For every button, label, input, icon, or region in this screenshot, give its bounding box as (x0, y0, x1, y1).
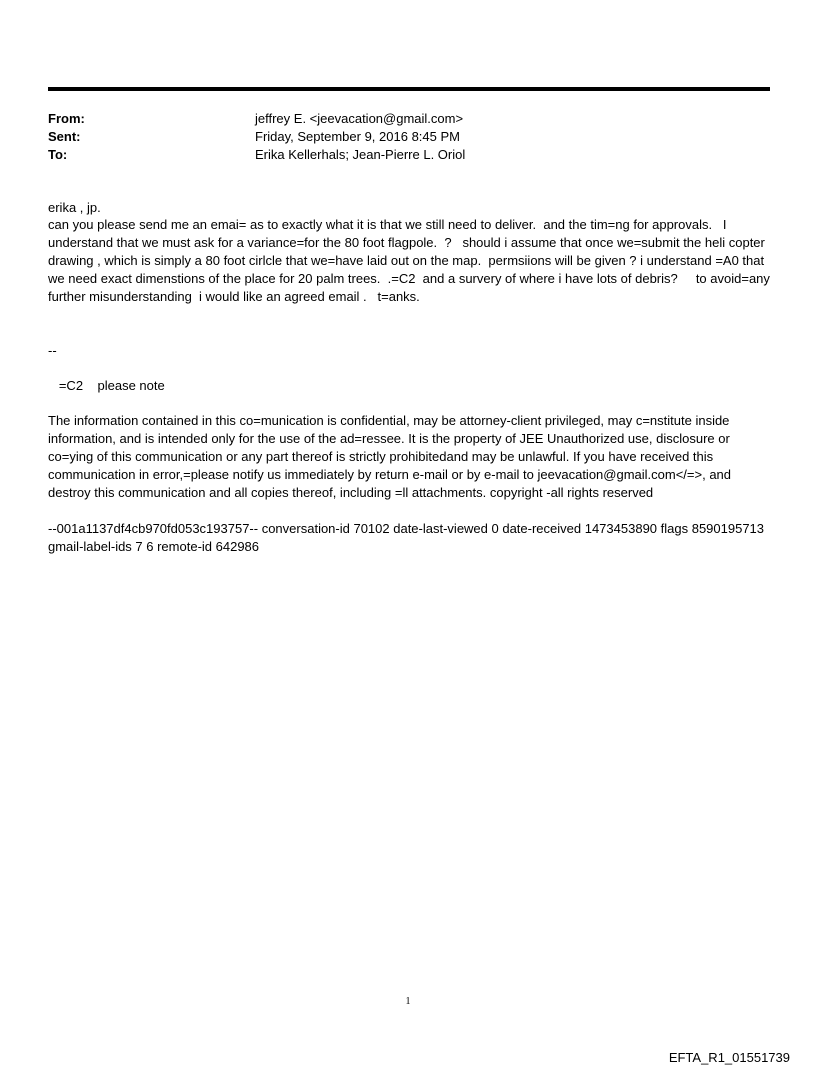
header-rule (48, 87, 770, 91)
email-body-paragraph: can you please send me an emai= as to exactly what it is that we still need to deliver. and the tim=ng for approvals. I understand that we must ask for a variance=for the 80 foot flagpole. ? should i assume that once we=submit the heli copter drawing , which is simply a 80 foot cirlcle that we=have laid out on the map. permsiions will be given ? i understand =A0 that we need exact dimenstions of the place for 20 palm trees. .=C2 and a survery of where i have lots of debris? to avoid=any further misunderstanding i would like an agreed email . t=anks. (48, 217, 774, 304)
from-value: jeffrey E. <jeevacation@gmail.com> (255, 111, 464, 126)
confidentiality-disclaimer: The information contained in this co=munication is confidential, may be attorney-client privileged, may c=nstitute inside information, and is intended only for the use of the ad=ressee. It is the property of JEE Unauthorized use, disclosure or co=ying of this communication or any part thereof is strictly prohibitedand may be unlawful. If you have received this communication in error,=please notify us immediately by return e-mail or by e-mail to jeevacation@gmail.com</=>, and destroy this communication and all copies thereof, including =ll attachments. copyright -all rights reserved (48, 413, 735, 500)
message-metadata: --001a1137df4cb970fd053c193757-- conversation-id 70102 date-last-viewed 0 date-received 1473453890 flags 8590195713 gmail-label-ids 7 6 remote-id 642986 (48, 521, 768, 554)
page-number: 1 (405, 996, 411, 1007)
to-label: To: (48, 147, 68, 162)
please-note-line: =C2 please note (48, 378, 165, 393)
email-greeting: erika , jp. (48, 200, 101, 215)
from-label: From: (48, 111, 85, 126)
to-value: Erika Kellerhals; Jean-Pierre L. Oriol (255, 147, 466, 162)
sent-value: Friday, September 9, 2016 8:45 PM (255, 129, 460, 144)
signature-separator: -- (48, 343, 57, 358)
bates-stamp: EFTA_R1_01551739 (668, 1050, 790, 1065)
sent-label: Sent: (48, 129, 81, 144)
